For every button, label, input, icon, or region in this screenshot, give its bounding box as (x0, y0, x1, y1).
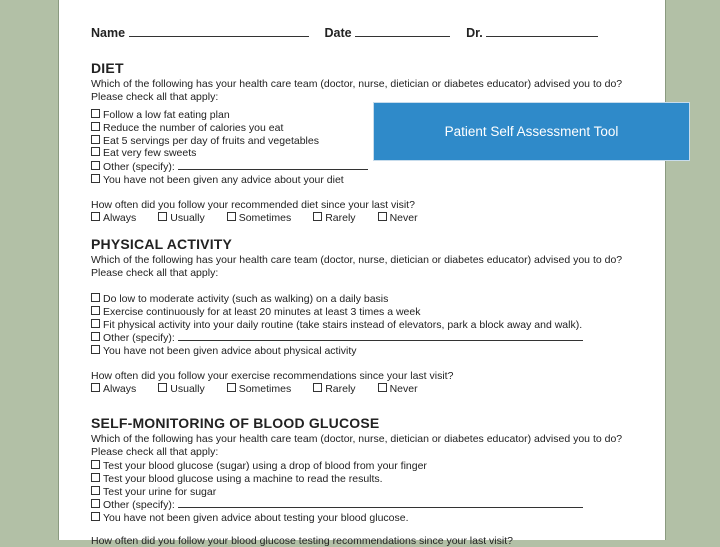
glucose-option[interactable]: Test your blood glucose using a machine to read the results. (91, 473, 647, 486)
activity-option[interactable]: Exercise continuously for at least 20 minutes at least 3 times a week (91, 306, 647, 319)
diet-title: DIET (91, 60, 124, 76)
checkbox[interactable] (227, 383, 236, 392)
header-row (91, 26, 645, 40)
checkbox[interactable] (91, 512, 100, 521)
glucose-section (91, 415, 647, 547)
freq-option[interactable]: Never (378, 383, 418, 395)
activity-section (91, 236, 647, 395)
checkbox[interactable] (91, 147, 100, 156)
freq-option[interactable]: Sometimes (227, 212, 292, 224)
activity-title: PHYSICAL ACTIVITY (91, 236, 233, 252)
diet-option[interactable]: Eat 5 servings per day of fruits and vegetables (91, 135, 647, 148)
form-page (58, 0, 666, 547)
name-blank[interactable] (129, 26, 309, 37)
date-field (325, 26, 451, 40)
freq-option[interactable]: Always (91, 212, 136, 224)
freq-option[interactable]: Always (91, 383, 136, 395)
checkbox[interactable] (158, 212, 167, 221)
diet-option[interactable]: Eat very few sweets (91, 147, 647, 160)
other-specify-blank[interactable] (178, 160, 368, 170)
activity-option[interactable]: Other (specify): (91, 331, 647, 345)
checkbox[interactable] (91, 109, 100, 118)
checkbox[interactable] (91, 122, 100, 131)
dr-field (466, 26, 598, 40)
date-blank[interactable] (355, 26, 450, 37)
checkbox[interactable] (91, 332, 100, 341)
checkbox[interactable] (91, 212, 100, 221)
checkbox[interactable] (378, 212, 387, 221)
dr-label: Dr. (466, 26, 483, 40)
date-label: Date (324, 26, 352, 40)
title-banner (373, 102, 690, 161)
diet-frequency (91, 212, 647, 224)
activity-options (91, 293, 647, 358)
checkbox[interactable] (378, 383, 387, 392)
name-label: Name (91, 26, 126, 40)
checkbox[interactable] (91, 345, 100, 354)
diet-intro: Which of the following has your health care team (doctor, nurse, dietician or diabetes educator) advised you to do? Please check all that apply: (91, 78, 623, 103)
activity-option[interactable]: Fit physical activity into your daily routine (take stairs instead of elevators, park a block away and walk). (91, 319, 647, 332)
checkbox[interactable] (91, 135, 100, 144)
glucose-option[interactable]: You have not been given advice about testing your blood glucose. (91, 512, 647, 525)
activity-intro: Which of the following has your health care team (doctor, nurse, dietician or diabetes educator) advised you to do? Please check all that apply: (91, 254, 623, 279)
checkbox[interactable] (158, 383, 167, 392)
checkbox[interactable] (313, 383, 322, 392)
diet-option[interactable]: Reduce the number of calories you eat (91, 122, 647, 135)
checkbox[interactable] (91, 174, 100, 183)
glucose-option[interactable]: Other (specify): (91, 498, 647, 512)
checkbox[interactable] (313, 212, 322, 221)
checkbox[interactable] (91, 486, 100, 495)
checkbox[interactable] (91, 293, 100, 302)
checkbox[interactable] (91, 460, 100, 469)
freq-option[interactable]: Rarely (313, 212, 355, 224)
diet-option[interactable]: You have not been given any advice about your diet (91, 174, 647, 187)
checkbox[interactable] (227, 212, 236, 221)
glucose-question: How often did you follow your blood glucose testing recommendations since your last visit? (91, 534, 513, 547)
checkbox[interactable] (91, 161, 100, 170)
freq-option[interactable]: Sometimes (227, 383, 292, 395)
freq-option[interactable]: Never (378, 212, 418, 224)
checkbox[interactable] (91, 499, 100, 508)
checkbox[interactable] (91, 319, 100, 328)
glucose-option[interactable]: Test your urine for sugar (91, 486, 647, 499)
glucose-title: SELF-MONITORING OF BLOOD GLUCOSE (91, 415, 380, 431)
glucose-options (91, 460, 647, 525)
freq-option[interactable]: Rarely (313, 383, 355, 395)
diet-option[interactable]: Other (specify): (91, 160, 647, 174)
freq-option[interactable]: Usually (158, 383, 204, 395)
glucose-intro: Which of the following has your health care team (doctor, nurse, dietician or diabetes educator) advised you to do? Please check all that apply: (91, 433, 623, 458)
activity-question: How often did you follow your exercise recommendations since your last visit? (91, 369, 454, 382)
freq-option[interactable]: Usually (158, 212, 204, 224)
glucose-option[interactable]: Test your blood glucose (sugar) using a drop of blood from your finger (91, 460, 647, 473)
checkbox[interactable] (91, 306, 100, 315)
diet-question: How often did you follow your recommended diet since your last visit? (91, 198, 415, 211)
checkbox[interactable] (91, 383, 100, 392)
activity-option[interactable]: You have not been given advice about physical activity (91, 345, 647, 358)
other-specify-blank[interactable] (178, 498, 583, 508)
activity-frequency (91, 383, 647, 395)
checkbox[interactable] (91, 473, 100, 482)
name-field (91, 26, 309, 40)
banner-title: Patient Self Assessment Tool (444, 124, 619, 139)
diet-option[interactable]: Follow a low fat eating plan (91, 109, 647, 122)
dr-blank[interactable] (486, 26, 598, 37)
activity-option[interactable]: Do low to moderate activity (such as walking) on a daily basis (91, 293, 647, 306)
other-specify-blank[interactable] (178, 331, 583, 341)
